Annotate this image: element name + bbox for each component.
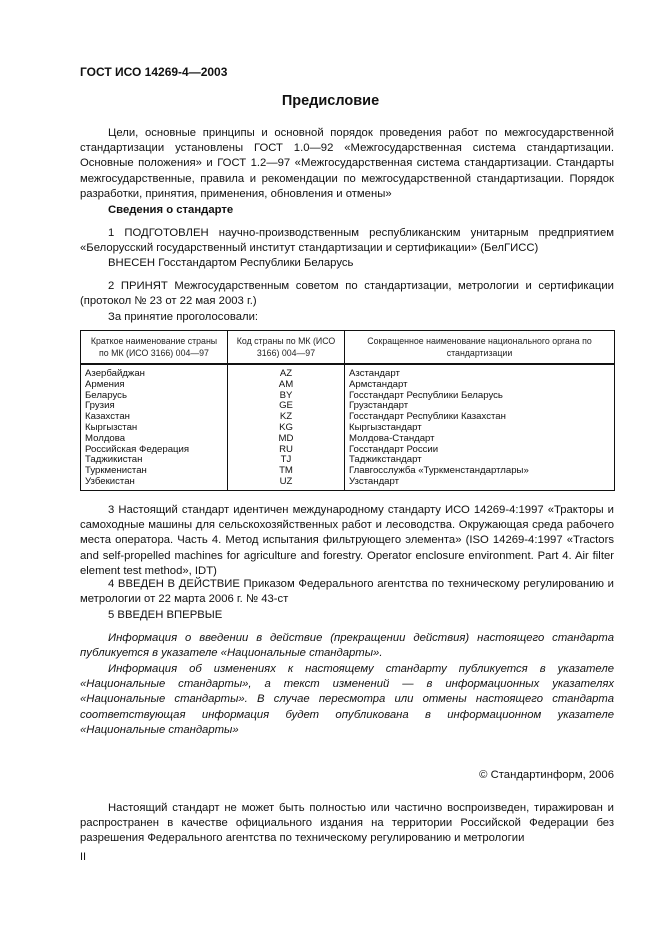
voting-countries-table: [80, 330, 615, 491]
info-paragraph-2: [80, 662, 614, 738]
cell-standards-body: Госстандарт Республики Беларусь: [345, 391, 615, 402]
cell-standards-body: Грузстандарт: [345, 401, 615, 412]
page-number: II: [80, 851, 87, 863]
table-header-row: [81, 331, 615, 365]
info-2-text: Информация об изменениях к настоящему стандарту публикуется в указателе «Национальные стандарты», а текст изменений — в информационных указателях «Национальные стандарты». В случае пересмотра или отмены настоящего стандарта соответствующая информация будет опубликована в информационном указателе «Национальные стандарты»: [80, 663, 614, 736]
vote-intro: [80, 310, 614, 325]
table-row: [81, 412, 615, 423]
cell-country-code: BY: [228, 391, 345, 402]
cell-country-code: MD: [228, 434, 345, 445]
table-row: [81, 391, 615, 402]
rights-text: Настоящий стандарт не может быть полностью или частично воспроизведен, тиражирован и распространен в качестве официального издания на территории Российской Федерации без разрешения Федерального агентства по техническому регулированию и метрологии: [80, 802, 614, 845]
item-3-text: 3 Настоящий стандарт идентичен международному стандарту ИСО 14269-4:1997 «Тракторы и самоходные машины для сельскохозяйственных работ и лесоводства. Окружающая среда рабочего места оператора. Часть 4. Метод испытания фильтрующего элемента» (ISO 14269-4:1997 «Tractors and self-propelled machines for agriculture and forestry. Operator enclosure environment. Part 4. Air filter element test method», IDT): [80, 504, 614, 577]
section-heading-text: Сведения о стандарте: [108, 204, 234, 216]
cell-country-name: Узбекистан: [81, 477, 228, 490]
cell-standards-body: Узстандарт: [345, 477, 615, 490]
info-paragraph-1: [80, 631, 614, 661]
table-row: [81, 401, 615, 412]
document-code: ГОСТ ИСО 14269-4—2003: [80, 65, 228, 79]
table-row: [81, 380, 615, 391]
item-submitted-text: ВНЕСЕН Госстандартом Республики Беларусь: [108, 257, 354, 269]
cell-country-name: Туркменистан: [81, 466, 228, 477]
intro-text: Цели, основные принципы и основной порядок проведения работ по межгосударственной стандартизации установлены ГОСТ 1.0—92 «Межгосударственная система стандартизации. Основные положения» и ГОСТ 1.2—97 «Межгосударственная система стандартизации. Стандарты межгосударственные, правила и рекомендации по межгосударственной стандартизации. Порядок разработки, принятия, применения, обновления и отмены»: [80, 127, 614, 200]
table-row: [81, 364, 615, 380]
cell-country-name: Кыргызстан: [81, 423, 228, 434]
vote-intro-text: За принятие проголосовали:: [108, 311, 259, 323]
cell-standards-body: Кыргызстандарт: [345, 423, 615, 434]
cell-country-code: KG: [228, 423, 345, 434]
cell-country-code: TJ: [228, 455, 345, 466]
table-row: [81, 466, 615, 477]
cell-country-code: TM: [228, 466, 345, 477]
copyright-notice: © Стандартинформ, 2006: [479, 769, 614, 781]
rights-paragraph: [80, 801, 614, 847]
item-2-text: 2 ПРИНЯТ Межгосударственным советом по стандартизации, метрологии и сертификации (протокол № 23 от 22 мая 2003 г.): [80, 280, 614, 308]
cell-country-code: KZ: [228, 412, 345, 423]
cell-country-name: Молдова: [81, 434, 228, 445]
cell-country-code: AM: [228, 380, 345, 391]
intro-paragraph: [80, 126, 614, 202]
cell-standards-body: Азстандарт: [345, 364, 615, 380]
table-row: [81, 434, 615, 445]
cell-country-code: RU: [228, 445, 345, 456]
item-4-enacted: [80, 577, 614, 607]
header-country-name: Краткое наименование страны по МК (ИСО 3166) 004—97: [81, 331, 228, 365]
cell-country-code: UZ: [228, 477, 345, 490]
cell-country-name: Российская Федерация: [81, 445, 228, 456]
item-submitted: [80, 256, 614, 271]
cell-country-name: Казахстан: [81, 412, 228, 423]
table-row: [81, 445, 615, 456]
item-3-identical: [80, 503, 614, 579]
cell-country-code: GE: [228, 401, 345, 412]
cell-country-code: AZ: [228, 364, 345, 380]
table-row: [81, 455, 615, 466]
item-2-adopted: [80, 279, 614, 309]
page-title: Предисловие: [281, 93, 380, 109]
cell-standards-body: Армстандарт: [345, 380, 615, 391]
cell-country-name: Грузия: [81, 401, 228, 412]
cell-country-name: Таджикистан: [81, 455, 228, 466]
cell-country-name: Армения: [81, 380, 228, 391]
table-row: [81, 423, 615, 434]
cell-standards-body: Таджикстандарт: [345, 455, 615, 466]
info-1-text: Информация о введении в действие (прекращении действия) настоящего стандарта публикуется в указателе «Национальные стандарты».: [80, 632, 614, 660]
cell-standards-body: Госстандарт России: [345, 445, 615, 456]
item-1-text: 1 ПОДГОТОВЛЕН научно-производственным республиканским унитарным предприятием «Белорусский государственный институт стандартизации и сертификации» (БелГИСС): [80, 227, 614, 255]
cell-country-name: Азербайджан: [81, 364, 228, 380]
cell-standards-body: Госстандарт Республики Казахстан: [345, 412, 615, 423]
table-row: [81, 477, 615, 490]
header-country-code: Код страны по МК (ИСО 3166) 004—97: [228, 331, 345, 365]
item-1-prepared: [80, 226, 614, 256]
cell-standards-body: Главгосслужба «Туркменстандартлары»: [345, 466, 615, 477]
item-5-text: 5 ВВЕДЕН ВПЕРВЫЕ: [108, 609, 223, 621]
cell-country-name: Беларусь: [81, 391, 228, 402]
item-4-text: 4 ВВЕДЕН В ДЕЙСТВИЕ Приказом Федерального агентства по техническому регулированию и метрологии от 22 марта 2006 г. № 43-ст: [80, 578, 614, 606]
cell-standards-body: Молдова-Стандарт: [345, 434, 615, 445]
header-standards-body: Сокращенное наименование национального органа по стандартизации: [345, 331, 615, 365]
item-5-first-introduced: [80, 608, 614, 623]
section-heading: [80, 203, 614, 218]
